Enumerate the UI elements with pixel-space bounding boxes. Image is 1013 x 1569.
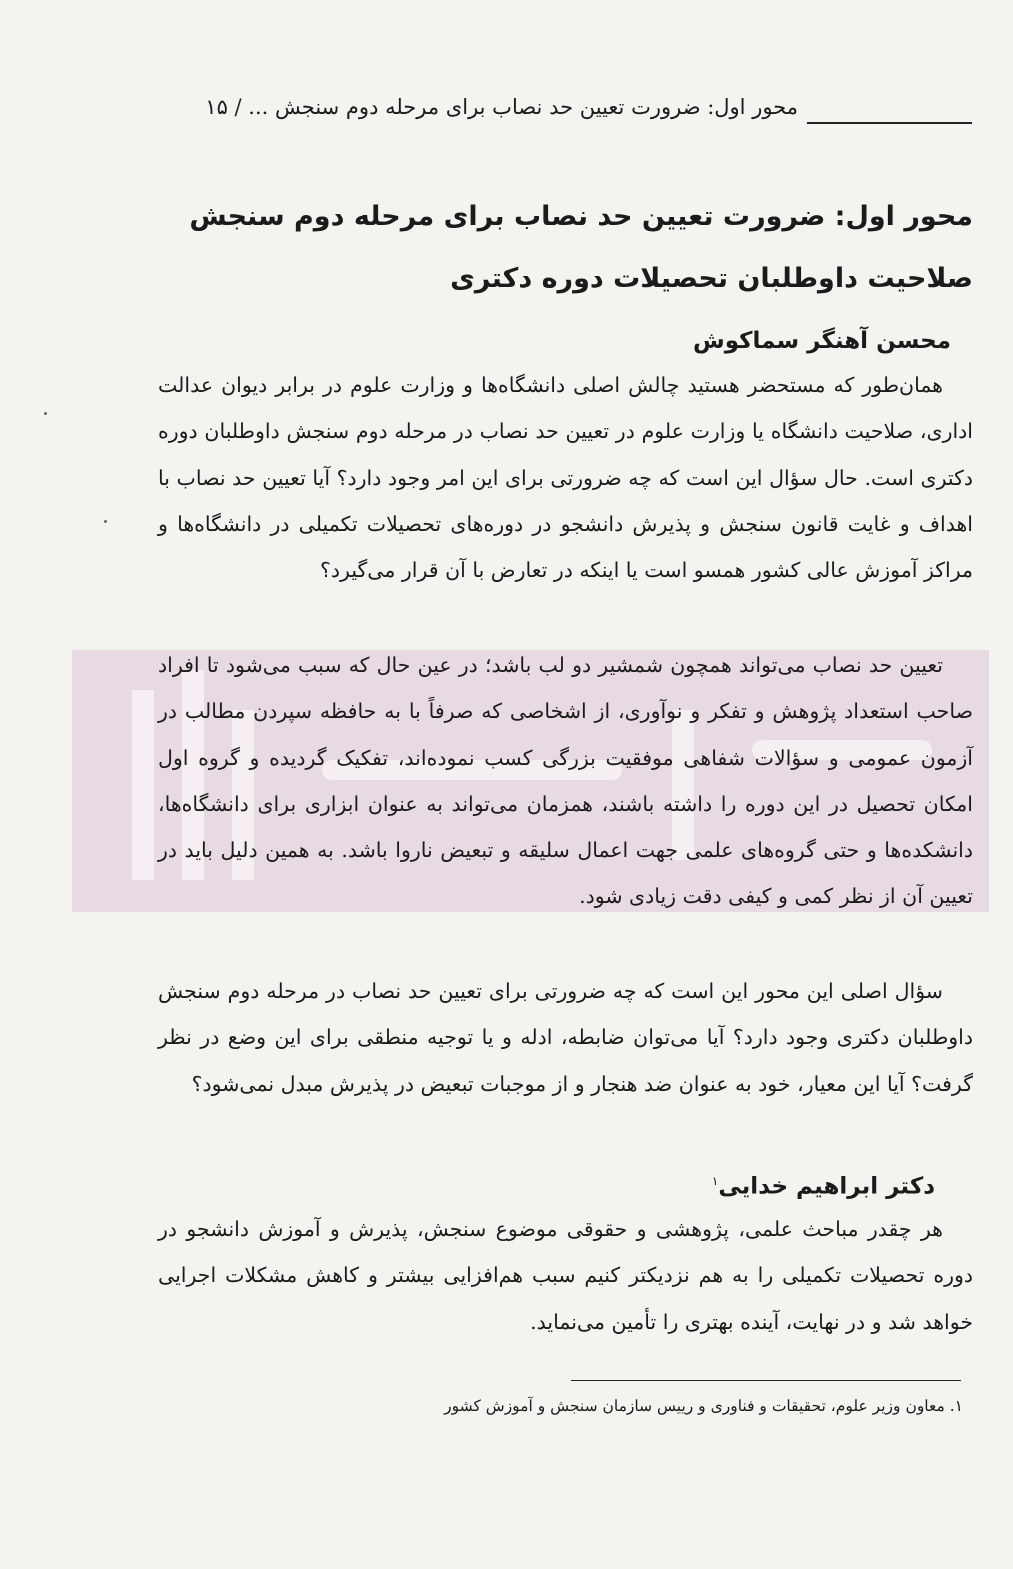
footnote-marker: ۱ — [711, 1174, 719, 1188]
author-name — [712, 1164, 935, 1204]
paragraph: سؤال اصلی این محور این است که چه ضرورتی برای تعیین حد نصاب در مرحله دوم سنجش داوطلبان دکتری وجود دارد؟ آیا می‌توان ضابطه، ادله و یا توجیه منطقی برای این وضع در نظر گرفت؟ آیا این معیار، خود به عنوان ضد هنجار و از موجبات تبعیض در پذیرش مبدل نمی‌شود؟ — [158, 979, 973, 1096]
footnote-rule — [571, 1380, 961, 1381]
author-name-text: دکتر ابراهیم خدایی — [718, 1173, 935, 1200]
section-title: محور اول: ضرورت تعیین حد نصاب برای مرحله دوم سنجش صلاحیت داوطلبان تحصیلات دوره دکتری — [189, 201, 973, 294]
author-name-text: محسن آهنگر سماکوش — [692, 328, 951, 354]
margin-speck — [104, 520, 107, 523]
author-name — [693, 324, 951, 358]
paragraph: تعیین حد نصاب می‌تواند همچون شمشیر دو لب باشد؛ در عین حال که سبب می‌شود تا افراد صاحب استعداد پژوهش و تفکر و نوآوری، از اشخاصی که صرفاً با به حافظه سپردن مطالب در آزمون عمومی و سؤالات شفاهی موفقیت بزرگی کسب نموده‌اند، تفکیک گردیده و گروه اول امکان تحصیل در این دوره را داشته باشند، همزمان می‌تواند به عنوان ابزاری برای دانشگاه‌ها، دانشکده‌ها و حتی گروه‌های علمی جهت اعمال سلیقه و تبعیض ناروا باشد. به همین دلیل باید در تعیین آن از نظر کمی و کیفی دقت زیادی شود. — [158, 653, 973, 909]
header-rule — [807, 122, 972, 124]
running-header: محور اول: ضرورت تعیین حد نصاب برای مرحله دوم سنجش ... / ۱۵ — [205, 95, 798, 119]
watermark-stroke — [132, 690, 154, 880]
paragraph: هر چقدر مباحث علمی، پژوهشی و حقوقی موضوع سنجش، پذیرش و آموزش دانشجو در دوره تحصیلات تکمیلی را به هم نزدیکتر کنیم سبب هم‌افزایی بیشتر و کاهش مشکلات اجرایی خواهد شد و در نهایت، آینده بهتری را تأمین می‌نماید. — [158, 1217, 973, 1334]
margin-speck — [44, 412, 47, 415]
paragraph: همان‌طور که مستحضر هستید چالش اصلی دانشگاه‌ها و وزارت علوم در برابر دیوان عدالت اداری، صلاحیت دانشگاه یا وزارت علوم در تعیین حد نصاب در مرحله دوم سنجش داوطلبان دوره دکتری است. حال سؤال این است که چه ضرورتی برای این امر وجود دارد؟ آیا تعیین حد نصاب با اهداف و غایت قانون سنجش و پذیرش دانشجو در دوره‌های تحصیلات تکمیلی در دانشگاه‌ها و مراکز آموزش عالی کشور همسو است یا اینکه در تعارض با آن قرار می‌گیرد؟ — [158, 373, 973, 583]
footnote: ۱. معاون وزیر علوم، تحقیقات و فناوری و رییس سازمان سنجش و آموزش کشور — [444, 1397, 963, 1415]
